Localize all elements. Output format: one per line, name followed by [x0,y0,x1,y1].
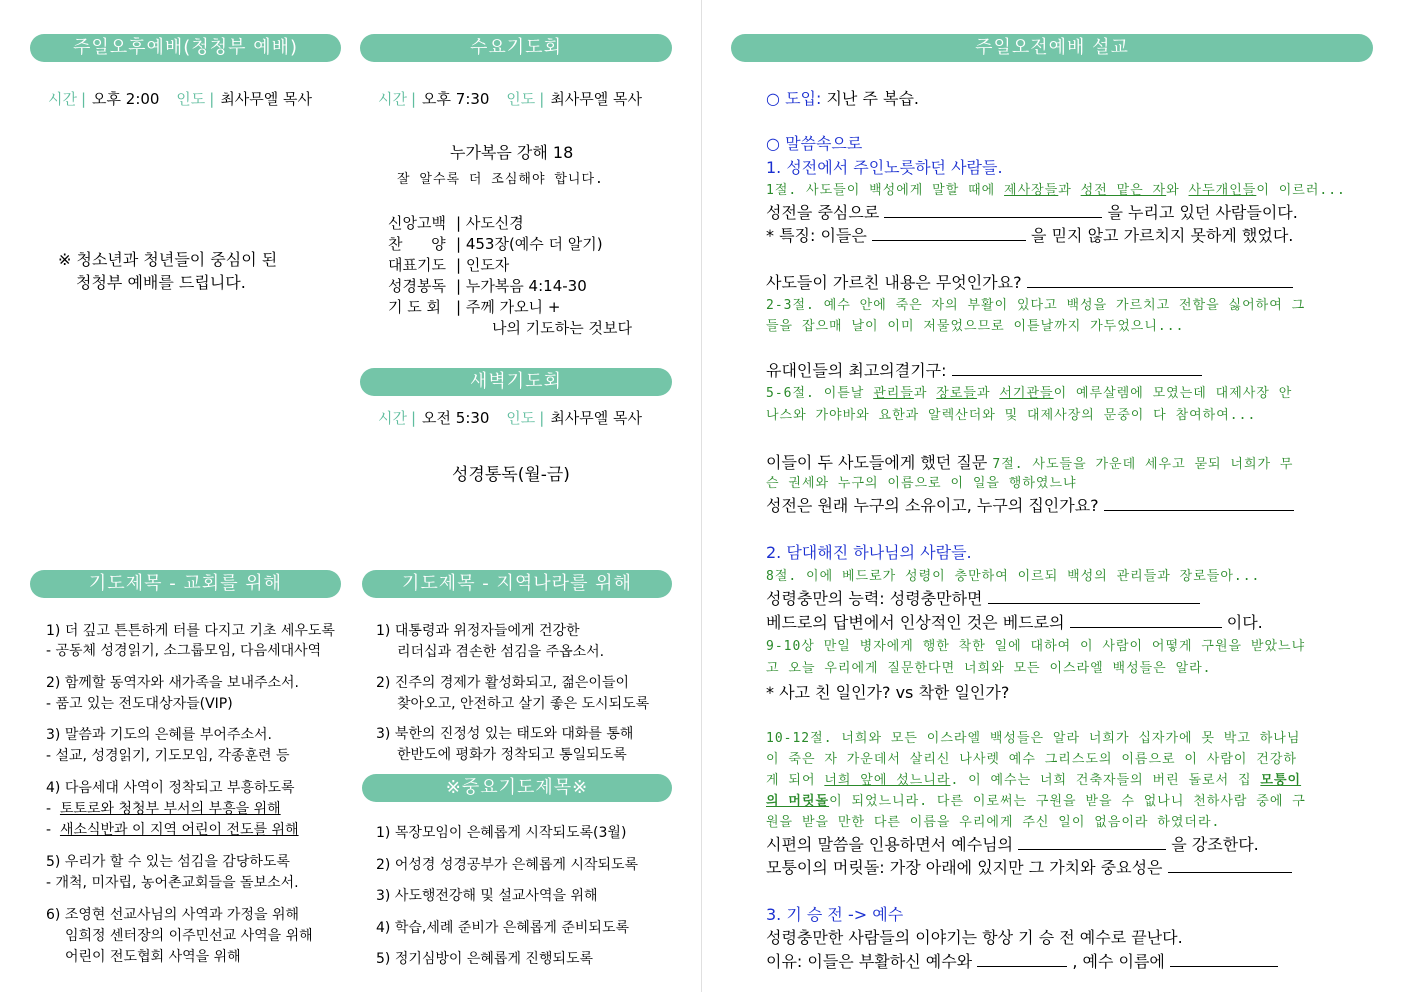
list-item: - 설교, 성경읽기, 기도모임, 각종훈련 등 [46,748,290,764]
list-item: 3) 북한의 진정성 있는 태도와 대화를 통해 [376,726,634,742]
question-text: , 예수 이름에 [1072,952,1165,971]
list-item: - 품고 있는 전도대상자들(VIP) [46,696,233,712]
order-row-continued: 나의 기도하는 것보다 [492,319,632,337]
verse-text: 7절. 사도들을 가운데 세우고 묻되 너희가 무 [992,457,1294,472]
separator: | [539,90,545,108]
intro-text: 지난 주 복습. [826,89,920,108]
verse-underlined: 사두개인들 [1188,183,1257,198]
word-label: 말씀속으로 [785,134,863,153]
list-item: 5) 정기심방이 은혜롭게 진행되도록 [376,951,594,967]
list-item: 3) 말씀과 기도의 은혜를 부어주소서. [46,727,272,743]
intro-label: 도입: [785,89,822,108]
separator: | [456,235,466,253]
list-item: 1) 더 깊고 튼튼하게 터를 다지고 기초 세우도록 [46,623,335,639]
lead-label: 인도 [506,90,536,108]
separator: | [456,214,466,232]
circle-bullet-icon: ○ [766,134,780,153]
list-item: 리더십과 겸손한 섬김을 주옵소서. [397,644,605,660]
question-text: 을 믿지 않고 가르치지 못하게 했었다. [1031,226,1294,245]
list-item: 찾아오고, 안전하고 살기 좋은 도시되도록 [397,696,650,712]
question-text: 을 강조한다. [1171,835,1259,854]
verse-text: 이 예루살렘에 모였는데 대제사장 안 [1053,386,1293,401]
verse-underlined: 제사장들 [1004,183,1059,198]
order-row [388,275,587,296]
question-text: 이유: 이들은 부활하신 예수와 [766,952,973,971]
list-item: 4) 다음세대 사역이 정착되고 부흥하도록 [46,780,295,796]
wednesday-sermon-subtitle: 잘 알수록 더 조심해야 합니다. [397,172,604,187]
fill-in-blank[interactable] [977,952,1067,967]
sermon-word-heading [766,131,862,154]
list-item [46,819,299,839]
verse-underlined: 장로들 [936,386,977,401]
verse-text: 1절. 사도들이 백성에게 말할 때에 [766,183,1005,198]
list-item: 임희정 센터장의 이주민선교 사역을 위해 [65,928,313,944]
page-divider [701,0,702,992]
fill-in-blank[interactable] [952,361,1202,376]
question-line [766,493,1294,516]
verse-7-line-2: 이 죽은 자 가운데서 살리신 나사렛 예수 그리스도의 이름으로 이 사람이 건강하 [766,752,1297,767]
header-sunday-pm: 주일오후예배(청청부 예배) [30,34,341,62]
dawn-time-line [378,407,642,428]
verse-5: 8절. 이에 베드로가 성령이 충만하여 이르되 백성의 관리들과 장로들아... [766,569,1261,584]
verse-3-line-2: 나스와 가야바와 요한과 알렉산더와 및 대제사장의 문중이 다 참여하여... [766,408,1257,423]
verse-2-line-2: 들을 잡으매 날이 이미 저물었으므로 이튿날까지 가두었으니... [766,319,1185,334]
verse-7-line-1: 10-12절. 너희와 모든 이스라엘 백성들은 알라 너희가 십자가에 못 박고 하나님 [766,731,1301,746]
fill-in-blank[interactable] [1027,273,1293,288]
wednesday-pastor: 최사무엘 목사 [550,90,643,108]
question-text: 유대인들의 최고의결기구: [766,361,947,380]
list-item: 5) 우리가 할 수 있는 섬김을 감당하도록 [46,854,290,870]
fill-in-blank[interactable] [1170,952,1278,967]
dash: - [46,801,60,817]
order-value: 453장(예수 더 알기) [465,235,603,253]
question-line [766,358,1202,381]
fill-in-blank[interactable] [884,203,1102,218]
verse-text: 5-6절. 이튿날 [766,386,874,401]
verse-text: 이 되었느니라. 다른 이로써는 구원을 받을 수 없나니 천하사람 중에 구 [829,794,1306,809]
verse-2-line-1: 2-3절. 예수 안에 죽은 자의 부활이 있다고 백성을 가르치고 전함을 싫어하여 그 [766,298,1306,313]
question-line [766,586,1200,609]
dawn-pastor: 최사무엘 목사 [550,409,643,427]
order-row [388,296,560,317]
verse-6-line-2: 고 오늘 우리에게 질문한다면 너희와 모든 이스라엘 백성들은 알라. [766,661,1212,676]
header-prayer-nation: 기도제목 - 지역나라를 위해 [362,570,672,598]
question-text: 성전을 중심으로 [766,203,880,222]
verse-text: 이 이르러... [1256,183,1346,198]
verse-text: 과 [913,386,937,401]
separator: | [410,90,417,108]
verse-underlined: 너희 앞에 섰느니라 [824,773,951,788]
fill-in-blank[interactable] [1168,858,1292,873]
verse-7-line-3 [766,769,1301,788]
order-row [388,233,603,254]
dawn-time: 오전 5:30 [422,409,490,427]
list-item-underlined: 토토로와 청청부 부서의 부흥을 위해 [59,801,281,817]
question-text: 성령충만의 능력: 성령충만하면 [766,589,983,608]
question-text: 시편의 말씀을 인용하면서 예수님의 [766,835,1014,854]
wednesday-time: 오후 7:30 [422,90,490,108]
order-label: 대표기도 [388,256,446,274]
question-line: * 사고 친 일인가? vs 착한 일인가? [766,683,1010,702]
verse-text: 과 [976,386,1000,401]
verse-underlined: 성전 맡은 자 [1080,183,1167,198]
order-value: 사도신경 [465,214,524,232]
verse-7-line-5: 원을 받을 만한 다른 이름을 우리에게 주신 일이 없음이라 하였더라. [766,815,1221,830]
order-value: 인도자 [465,256,510,274]
list-item: 한반도에 평화가 정착되고 통일되도록 [397,747,627,763]
section-1-title: 1. 성전에서 주인노릇하던 사람들. [766,158,1003,177]
sunday-pm-time-line [48,88,312,109]
verse-underlined-bold: 모퉁이 [1260,773,1302,788]
order-label: 기 도 회 [388,298,442,316]
list-item: 어린이 전도협회 사역을 위해 [65,949,241,965]
header-sermon: 주일오전예배 설교 [731,34,1373,62]
separator: | [456,298,466,316]
separator: | [456,256,466,274]
question-line [766,223,1293,246]
question-text: 성전은 원래 누구의 소유이고, 누구의 집인가요? [766,496,1099,515]
dash: - [46,822,60,838]
verse-4-line-2: 슨 권세와 누구의 이름으로 이 일을 행하였느냐 [766,476,1077,491]
question-text: 이들이 두 사도들에게 했던 질문 [766,453,988,472]
fill-in-blank[interactable] [988,589,1200,604]
order-value: 누가복음 4:14-30 [465,277,587,295]
verse-text: 게 되어 [766,773,825,788]
question-text: 모퉁이의 머릿돌: 가장 아래에 있지만 그 가치와 중요성은 [766,858,1163,877]
verse-underlined: 관리들 [873,386,914,401]
fill-in-blank[interactable] [1104,496,1294,511]
verse-underlined: 서기관들 [999,386,1054,401]
list-item-underlined: 새소식반과 이 지역 어린이 전도를 위해 [59,822,299,838]
order-label: 성경봉독 [388,277,446,295]
list-item [46,798,281,818]
wednesday-time-line [378,88,642,109]
time-label: 시간 [378,90,407,108]
section-3-title: 3. 기 승 전 -> 예수 [766,905,904,924]
header-important: ※중요기도제목※ [362,774,672,802]
order-value: 주께 가오니 + [465,298,561,316]
section-3-line-1: 성령충만한 사람들의 이야기는 항상 기 승 전 예수로 끝난다. [766,928,1183,947]
verse-underlined-bold: 의 머릿돌 [766,794,830,809]
question-text: 을 누리고 있던 사람들이다. [1107,203,1298,222]
time-label: 시간 [48,90,77,108]
header-prayer-church: 기도제목 - 교회를 위해 [30,570,341,598]
sermon-intro [766,86,919,109]
verse-text: 와 [1166,183,1189,198]
list-item: 3) 사도행전강해 및 설교사역을 위해 [376,888,598,904]
question-line [766,855,1292,878]
question-text: 이다. [1226,613,1263,632]
order-row [388,254,509,275]
lead-label: 인도 [176,90,206,108]
list-item: 4) 학습,세례 준비가 은혜롭게 준비되도록 [376,920,630,936]
verse-7-line-4 [766,790,1306,809]
separator: | [209,90,215,108]
list-item: 1) 목장모임이 은혜롭게 시작되도록(3월) [376,825,627,841]
sunday-pm-pastor: 최사무엘 목사 [220,90,313,108]
fill-in-blank[interactable] [872,226,1026,241]
verse-text: 과 [1058,183,1081,198]
separator: | [456,277,466,295]
section-2-title: 2. 담대해진 하나님의 사람들. [766,543,972,562]
time-label: 시간 [378,409,407,427]
order-row [388,212,524,233]
verse-1 [766,179,1346,198]
verse-text: . 이 예수는 너희 건축자들의 버린 돌로서 집 [950,773,1261,788]
list-item: 1) 대통령과 위정자들에게 건강한 [376,623,580,639]
list-item: 2) 함께할 동역자와 새가족을 보내주소서. [46,675,300,691]
header-wednesday: 수요기도회 [360,34,672,62]
question-line [766,450,1293,473]
question-line [766,949,1278,972]
sunday-pm-note-1: ※ 청소년과 청년들이 중심이 된 [58,250,278,269]
sunday-pm-time: 오후 2:00 [92,90,160,108]
dawn-bible-reading: 성경통독(월-금) [452,465,570,485]
question-text: * 특징: 이들은 [766,226,867,245]
question-line [766,610,1263,633]
order-label: 신앙고백 [388,214,446,232]
list-item: 6) 조영현 선교사님의 사역과 가정을 위해 [46,907,300,923]
lead-label: 인도 [506,409,536,427]
question-line [766,832,1259,855]
fill-in-blank[interactable] [1018,835,1166,850]
order-label: 찬 양 [388,235,446,253]
separator: | [410,409,417,427]
wednesday-sermon-title: 누가복음 강해 18 [450,143,574,162]
list-item: 2) 진주의 경제가 활성화되고, 젊은이들이 [376,675,630,691]
separator: | [539,409,545,427]
question-text: 베드로의 답변에서 인상적인 것은 베드로의 [766,613,1065,632]
list-item: - 공동체 성경읽기, 소그룹모임, 다음세대사역 [46,643,322,659]
question-line [766,270,1293,293]
verse-6-line-1: 9-10상 만일 병자에게 행한 착한 일에 대하여 이 사람이 어떻게 구원을 받았느냐 [766,639,1306,654]
question-line [766,200,1298,223]
separator: | [80,90,87,108]
question-text: 사도들이 가르친 내용은 무엇인가요? [766,273,1022,292]
circle-bullet-icon: ○ [766,89,780,108]
verse-3-line-1 [766,382,1292,401]
list-item: - 개척, 미자립, 농어촌교회들을 돌보소서. [46,875,299,891]
sunday-pm-note-2: 청청부 예배를 드립니다. [76,273,246,292]
fill-in-blank[interactable] [1070,613,1222,628]
header-dawn: 새벽기도회 [360,368,672,396]
list-item: 2) 어성경 성경공부가 은혜롭게 시작되도록 [376,857,639,873]
